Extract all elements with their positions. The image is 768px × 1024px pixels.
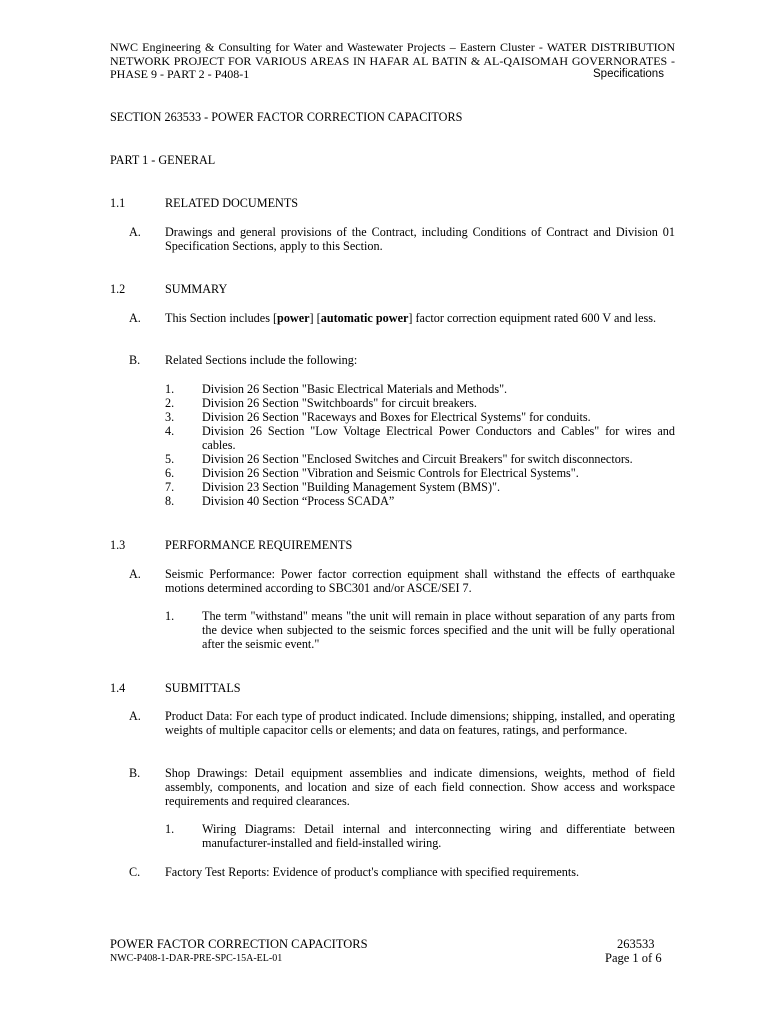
footer-section-number: 263533 — [617, 937, 655, 951]
paragraph-letter: B. — [129, 353, 141, 367]
paragraph-text: Drawings and general provisions of the Contract, including Conditions of Contract and Division 01 Specification Sections, apply to this Section. — [165, 225, 675, 253]
list-number: 5. — [165, 452, 175, 466]
list-item: Division 26 Section "Vibration and Seismic Controls for Electrical Systems". — [202, 466, 579, 480]
list-number: 8. — [165, 494, 175, 508]
article-title: SUBMITTALS — [165, 681, 241, 695]
paragraph-text: Product Data: For each type of product indicated. Include dimensions; shipping, installed, and operating weights of multiple capacitor cells or elements; and data on features, ratings, and performance. — [165, 709, 675, 737]
header-specifications-label: Specifications — [593, 68, 664, 80]
part-title: PART 1 - GENERAL — [110, 153, 216, 167]
paragraph-text: Shop Drawings: Detail equipment assemblies and indicate dimensions, weights, method of field assembly, components, and location and size of each field connection. Show access and workspace requirements and required clearances. — [165, 766, 675, 808]
paragraph-text: This Section includes [power] [automatic power] factor correction equipment rated 600 V and less. — [165, 311, 657, 325]
list-item: Division 40 Section “Process SCADA” — [202, 494, 395, 508]
paragraph-letter: C. — [129, 865, 141, 879]
paragraph-letter: B. — [129, 766, 141, 780]
footer-doc-code: NWC-P408-1-DAR-PRE-SPC-15A-EL-01 — [110, 953, 283, 964]
list-number: 4. — [165, 424, 175, 438]
section-title: SECTION 263533 - POWER FACTOR CORRECTION CAPACITORS — [110, 110, 463, 124]
article-title: RELATED DOCUMENTS — [165, 196, 299, 210]
paragraph-text: Factory Test Reports: Evidence of product's compliance with specified requirements. — [165, 865, 580, 879]
list-item: Division 26 Section "Basic Electrical Materials and Methods". — [202, 382, 508, 396]
paragraph-text: Related Sections include the following: — [165, 353, 358, 367]
list-number: 6. — [165, 466, 175, 480]
list-item: Division 26 Section "Low Voltage Electrical Power Conductors and Cables" for wires and cables. — [202, 424, 675, 452]
paragraph-letter: A. — [129, 311, 141, 325]
list-item: Division 26 Section "Enclosed Switches and Circuit Breakers" for switch disconnectors. — [202, 452, 633, 466]
article-number: 1.1 — [110, 196, 126, 210]
paragraph-letter: A. — [129, 709, 141, 723]
list-item: Division 23 Section "Building Management System (BMS)". — [202, 480, 501, 494]
list-number: 2. — [165, 396, 175, 410]
list-item: Division 26 Section "Switchboards" for circuit breakers. — [202, 396, 477, 410]
article-number: 1.4 — [110, 681, 126, 695]
list-number: 1. — [165, 382, 175, 396]
paragraph-letter: A. — [129, 225, 141, 239]
footer-title: POWER FACTOR CORRECTION CAPACITORS — [110, 937, 368, 951]
list-number: 7. — [165, 480, 175, 494]
footer-page-number: Page 1 of 6 — [605, 951, 662, 965]
article-title: SUMMARY — [165, 282, 228, 296]
page-header: NWC Engineering & Consulting for Water and Wastewater Projects – Eastern Cluster - WATER DISTRIBUTION NETWORK PROJECT FOR VARIOUS AREAS IN HAFAR AL BATIN & AL-QAISOMAH GOVERNORATES - PHASE 9 - PART 2 - P408-1 — [110, 40, 675, 81]
list-number: 1. — [165, 609, 175, 623]
list-number: 3. — [165, 410, 175, 424]
list-item: Division 26 Section "Raceways and Boxes for Electrical Systems" for conduits. — [202, 410, 591, 424]
article-title: PERFORMANCE REQUIREMENTS — [165, 538, 353, 552]
article-number: 1.2 — [110, 282, 126, 296]
paragraph-letter: A. — [129, 567, 141, 581]
list-item: The term "withstand" means "the unit will remain in place without separation of any parts from the device when subjected to the seismic forces specified and the unit will be fully operational after the seismic event." — [202, 609, 675, 651]
list-number: 1. — [165, 822, 175, 836]
paragraph-text: Seismic Performance: Power factor correction equipment shall withstand the effects of earthquake motions determined according to SBC301 and/or ASCE/SEI 7. — [165, 567, 675, 595]
list-item: Wiring Diagrams: Detail internal and interconnecting wiring and differentiate between manufacturer-installed and field-installed wiring. — [202, 822, 675, 850]
article-number: 1.3 — [110, 538, 126, 552]
